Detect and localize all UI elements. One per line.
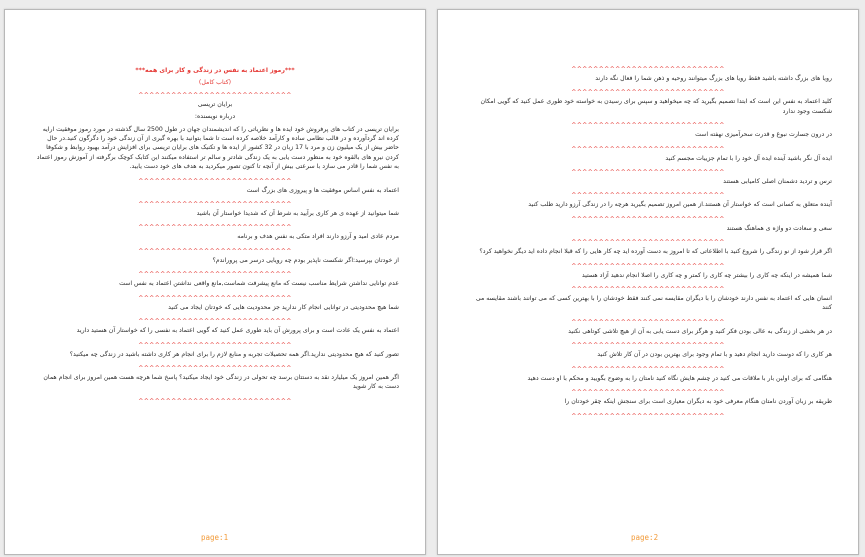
separator: ^^^^^^^^^^^^^^^^^^^^^^^^^^^^	[571, 286, 725, 294]
book-title: ***رموز اعتماد به نفس در زندگی و کار برای همه***	[135, 67, 295, 74]
author-name: برایان تریسی	[197, 100, 233, 108]
book-subtitle: (کتاب کامل)	[198, 79, 232, 87]
quote-list	[464, 65, 832, 421]
separator: ^^^^^^^^^^^^^^^^^^^^^^^^^^^^	[138, 247, 292, 255]
separator: ^^^^^^^^^^^^^^^^^^^^^^^^^^^^	[571, 389, 725, 397]
separator: ^^^^^^^^^^^^^^^^^^^^^^^^^^^^	[571, 262, 725, 270]
quote-paragraph: از خودتان بپرسید:اگر شکست ناپذیر بودم چه رویایی درسر می پروراندم؟	[212, 256, 399, 264]
separator: ^^^^^^^^^^^^^^^^^^^^^^^^^^^^	[571, 239, 725, 247]
quote-paragraph: اگر قرار شود از نو زندگی را شروع کنید با اطلاعاتی که تا امروز به دست آورده اید چه کار هایی را که قبلا انجام داده اید دیگر نخواهید کرد؟	[479, 248, 832, 256]
quote-paragraph: اعتماد به نفس اساس موفقیت ها و پیروزی های بزرگ است	[246, 186, 399, 194]
separator: ^^^^^^^^^^^^^^^^^^^^^^^^^^^^	[571, 169, 725, 177]
quote-paragraph: اعتماد به نفس یک عادت است و برای پرورش آن باید طوری عمل کنید که گویی اعتماد به نفسی را که خواستار آن هستید دارید	[76, 327, 399, 335]
quote-paragraph: اگر همین امروز یک میلیارد نقد به دستتان برسد چه تحولی در زندگی خود ایجاد میکنید؟ پاسخ شما هرچه هست همین امروز برای انجام همان دست به کار شوید	[43, 373, 399, 391]
separator: ^^^^^^^^^^^^^^^^^^^^^^^^^^^^	[571, 318, 725, 326]
document-page-1	[4, 9, 426, 555]
separator: ^^^^^^^^^^^^^^^^^^^^^^^^^^^^	[138, 201, 292, 209]
about-author-heading: درباره نویسنده:	[194, 113, 236, 121]
separator: ^^^^^^^^^^^^^^^^^^^^^^^^^^^^	[138, 224, 292, 232]
quote-paragraph: شما هیچ محدودیتی در توانایی انجام کار ندارید جز محدودیت هایی که خودتان ایجاد می کنید	[168, 303, 399, 311]
about-author-text: برایان تریسی در کتاب های پرفروش خود ایده ها و نظریاتی را که اندیشمندان جهان در طول 2500 سال گذشته در مورد رموز موفقیت ارایه کرده اند گردآورده و در قالب نظامی ساده و کارآمد خلاصه کرده است تا شما بتوانید با بهره گیری از آن زندگی خود را دگرگون کنید.در حال حاضر بیش از یک میلیون زن و مرد با 17 زبان در 32 کشور از ایده ها و تکنیک های برایان تریسی برای افزایش درآمد بهبود روابط و شکوفا کردن نیرو های بالقوه خود به منظور دست یابی به یک زندگی شادتر و سالم تر استفاده میکنند این کتابک کوچک برگرفته از آموزش رموز اعتماد به نفس شما را قادر می سازد با سرعتی بیش از آنچه تا کنون تصور میکردید به هدف های خود دست یابید.	[36, 125, 399, 171]
quote-paragraph: آینده متعلق به کسانی است که خواستار آن هستند.از همین امروز تصمیم بگیرید هرچه را در زندگی آرزو دارید طلب کنید	[528, 201, 832, 209]
document-page-2	[437, 9, 859, 555]
separator: ^^^^^^^^^^^^^^^^^^^^^^^^^^^^	[138, 341, 292, 349]
quote-paragraph: طریقه بر زبان آوردن نامتان هنگام معرفی خود به دیگران معیاری است برای سنجش اینکه چقر خودتان را	[564, 398, 832, 406]
separator: ^^^^^^^^^^^^^^^^^^^^^^^^^^^^	[138, 177, 292, 185]
quote-paragraph: رویا های بزرگ داشته باشید فقط رویا های بزرگ میتوانند روحیه و ذهن شما را فعال نگه دارند	[595, 75, 832, 82]
separator: ^^^^^^^^^^^^^^^^^^^^^^^^^^^^	[571, 145, 725, 153]
separator: ^^^^^^^^^^^^^^^^^^^^^^^^^^^^	[571, 66, 725, 73]
separator: ^^^^^^^^^^^^^^^^^^^^^^^^^^^^	[138, 318, 292, 326]
quote-list	[31, 177, 399, 406]
page-number: page:1	[201, 533, 229, 542]
quote-paragraph: عدم توانایی نداشتن شرایط مناسب نیست که مانع پیشرفت شماست,مانع واقعی نداشتن اعتماد به نفس است	[119, 280, 399, 288]
separator: ^^^^^^^^^^^^^^^^^^^^^^^^^^^^	[571, 342, 725, 350]
separator: ^^^^^^^^^^^^^^^^^^^^^^^^^^^^	[571, 215, 725, 223]
separator: ^^^^^^^^^^^^^^^^^^^^^^^^^^^^	[571, 89, 725, 97]
separator: ^^^^^^^^^^^^^^^^^^^^^^^^^^^^	[138, 294, 292, 302]
separator: ^^^^^^^^^^^^^^^^^^^^^^^^^^^^	[571, 122, 725, 130]
quote-paragraph: ایده آل نگر باشید آینده ایده آل خود را با تمام جزییات مجسم کنید	[665, 154, 832, 162]
separator: ^^^^^^^^^^^^^^^^^^^^^^^^^^^^	[571, 365, 725, 373]
separator: ^^^^^^^^^^^^^^^^^^^^^^^^^^^^	[571, 412, 725, 420]
quote-paragraph: در درون جسارت نبوغ و قدرت سحرآمیزی نهفته است	[695, 131, 832, 139]
quote-paragraph: هنگامی که برای اولین بار با ملاقات می کنید در چشم هایش نگاه کنید نامتان را به وضوح بگویید و محکم با او دست دهید	[527, 374, 832, 382]
quote-paragraph: سعی و سعادت دو واژه ی هماهنگ هستند	[726, 224, 832, 232]
page-1-content	[31, 66, 399, 406]
separator: ^^^^^^^^^^^^^^^^^^^^^^^^^^^^	[571, 192, 725, 200]
quote-paragraph: مردم عادی امید و آرزو دارند افراد متکی به نفس هدف و برنامه	[237, 233, 399, 241]
page-number: page:2	[631, 533, 659, 542]
separator: ^^^^^^^^^^^^^^^^^^^^^^^^^^^^	[138, 397, 292, 405]
separator: ^^^^^^^^^^^^^^^^^^^^^^^^^^^^	[138, 271, 292, 279]
quote-paragraph: هر کاری را که دوست دارید انجام دهید و با تمام وجود برای بهترین بودن در آن کار تلاش کنید	[597, 351, 832, 359]
page-2-content	[464, 65, 832, 421]
quote-paragraph: ترس و تردید دشمنان اصلی کامیابی هستند	[723, 178, 832, 186]
quote-paragraph: شما همیشه در اینکه چه کاری را بیشتر چه کاری را کمتر و چه کاری را اصلا انجام ندهید آزاد هستید	[581, 271, 832, 279]
separator: ^^^^^^^^^^^^^^^^^^^^^^^^^^^^	[138, 364, 292, 372]
separator: ^^^^^^^^^^^^^^^^^^^^^^^^^^^^	[138, 91, 292, 99]
quote-paragraph: شما میتوانید از عهده ی هر کاری برآیید به شرط آن که شدیدا خواستار آن باشید	[196, 210, 399, 218]
quote-paragraph: تصور کنید که هیچ محدودیتی ندارید.اگر همه تحصیلات تجربه و منابع لازم را برای انجام هر کاری داشته باشید در زندگی چه میکنید؟	[69, 350, 399, 358]
quote-paragraph: در هر بخشی از زندگی به عالی بودن فکر کنید و هرگز برای دست یابی به آن از هیچ تلاشی کوتاهی نکنید	[568, 327, 832, 335]
quote-paragraph: انسان هایی که اعتماد به نفس دارند خودشان را با دیگران مقایسه نمی کنند فقط خودشان را با بهترین کسی که می توانند باشند مقایسه می کنند	[475, 295, 832, 312]
quote-paragraph: کلید اعتماد به نفس این است که ابتدا تصمیم بگیرید که چه میخواهید و سپس برای رسیدن به خواسته خود طوری عمل کنید که گویی امکان شکست وجود ندارد	[480, 98, 832, 115]
